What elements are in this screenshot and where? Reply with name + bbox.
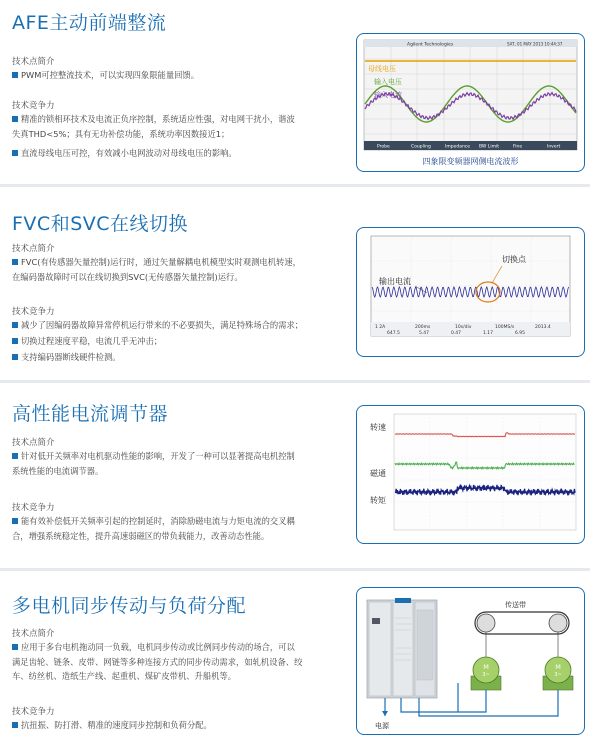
bullet-icon (12, 259, 18, 265)
bullet-icon (12, 322, 18, 328)
scope-status-text: 100MS/s (495, 325, 515, 330)
output-current-label: 输出电流 (379, 277, 411, 286)
drive-system-diagram (357, 588, 584, 734)
section-title: AFE主动前端整流 (12, 12, 167, 34)
scope-readout-text: 0.47 (451, 331, 462, 336)
oscilloscope-screen (357, 228, 584, 356)
bullet-icon (12, 644, 18, 650)
fvc-svc-oscilloscope-figure (356, 227, 585, 357)
section-fvc-svc (0, 187, 590, 382)
switch-point-label: 切换点 (502, 255, 526, 264)
svg-text:M: M (483, 663, 489, 671)
intro-label: 技术点简介 (12, 244, 55, 254)
section-current-regulator (0, 383, 590, 568)
bullet-icon (12, 150, 18, 156)
scope-softkey-label: Probe (377, 144, 390, 150)
compete-bullet: 直流母线电压可控，有效减小电网波动对母线电压的影响。 (12, 146, 237, 161)
scope-readout-text: 1.17 (483, 331, 494, 336)
section-title: 高性能电流调节器 (12, 403, 169, 425)
compete-bullet: 减少了因编码器故障异常停机运行带来的不必要损失，满足特殊场合的需求； (12, 318, 303, 333)
torque-label: 转矩 (370, 496, 386, 505)
scope-status-text: 1 2A (375, 325, 386, 330)
compete-bullet: 支持编码器断线硬件检测。 (12, 350, 121, 365)
bullet-icon (12, 722, 18, 728)
scope-readout-text: 6.95 (515, 331, 526, 336)
scope-softkey-label: Fine (513, 144, 523, 150)
afe-oscilloscope-figure (356, 33, 585, 172)
bullet-icon (12, 354, 18, 360)
compete-bullet: 能有效补偿低开关频率引起的控制延时，消除励磁电流与力矩电流的交叉耦 合，增强系统稳定性，提升高速弱磁区的带负载能力，改善动态性能。 (12, 516, 295, 541)
intro-bullet: 应用于多台电机拖动同一负载，电机同步传动或比例同步传动的场合，可以 满足齿轮、链条、皮带、网链等多种连接方式的同步传动需求，如轧机设备、绞 车、纺丝机、造纸生产线、起重机、煤矿皮带机、升船机等。 (12, 642, 303, 681)
figure-caption: 四象限变频器网侧电流波形 (422, 157, 519, 166)
scope-status-text: 2013.4 (535, 325, 551, 330)
legend-input-voltage: 输入电压 (374, 78, 402, 86)
scope-softkey-label: BW Limit (479, 144, 499, 150)
belt-label: 传送带 (505, 601, 526, 609)
intro-bullet: FVC(有传感器矢量控制)运行时，通过矢量解耦电机模型实时观测电机转速， 在编码器故障时可以在线切换到SVC(无传感器矢量控制)运行。 (12, 257, 301, 282)
scope-brand: Agilent Technologies (407, 42, 454, 48)
section-multi-motor (0, 571, 590, 743)
inverter-cabinet (367, 598, 437, 698)
intro-bullet: 针对低开关频率对电机驱动性能的影响，开发了一种可以显著提高电机控制 系统性能的电流调节器。 (12, 451, 295, 476)
compete-bullet: 抗扭振、防打滑、精准的速度同步控制和负荷分配。 (12, 718, 212, 733)
bullet-icon (12, 338, 18, 344)
multi-motor-figure (356, 587, 585, 735)
bullet-icon (12, 453, 18, 459)
bullet-icon (12, 116, 18, 122)
compete-label: 技术竞争力 (12, 503, 55, 513)
conveyor-belt (475, 612, 569, 658)
intro-label: 技术点简介 (12, 629, 55, 639)
speed-label: 转速 (370, 423, 386, 432)
legend-input-current: 输入电流 (374, 91, 402, 99)
flux-label: 磁通 (370, 469, 386, 478)
scope-timestamp: SAT, 01 MAY 2013 10:44:37 (507, 41, 563, 47)
compete-bullet: 精准的锁相环技术及电流正负序控制，系统适应性强，对电网干扰小，谐波 失真THD<5%；具有无功补偿功能，系统功率因数接近1； (12, 114, 295, 139)
section-title: FVC和SVC在线切换 (12, 213, 189, 235)
intro-bullet: PWM可控整流技术，可以实现四象限能量回馈。 (12, 68, 199, 83)
power-label: 电源 (375, 722, 389, 730)
bullet-icon (12, 72, 18, 78)
intro-label: 技术点简介 (12, 57, 55, 67)
scope-softkey-label: Impedance (445, 144, 471, 150)
scope-readout-text: 647.5 (387, 331, 400, 336)
waveform-panel (357, 406, 584, 543)
scope-status-text: 10s/div (455, 325, 472, 330)
section-title: 多电机同步传动与负荷分配 (12, 595, 247, 617)
oscilloscope-screen (357, 34, 584, 171)
current-regulator-figure (356, 405, 585, 544)
legend-bus-voltage: 母线电压 (368, 65, 396, 73)
intro-label: 技术点简介 (12, 438, 55, 448)
scope-readout-text: 5.47 (419, 331, 430, 336)
svg-text:3~: 3~ (482, 672, 490, 678)
compete-label: 技术竞争力 (12, 707, 55, 717)
motor-2 (543, 657, 573, 690)
compete-bullet: 切换过程速度平稳，电流几乎无冲击； (12, 334, 162, 349)
scope-softkey-label: Invert (547, 144, 561, 150)
motor-1 (471, 657, 501, 690)
scope-softkey-label: Coupling (411, 144, 431, 150)
svg-text:M: M (555, 663, 561, 671)
compete-label: 技术竞争力 (12, 307, 55, 317)
bullet-icon (12, 518, 18, 524)
svg-text:3~: 3~ (554, 672, 562, 678)
scope-status-text: 200ms (415, 325, 431, 330)
section-afe (0, 0, 590, 185)
compete-label: 技术竞争力 (12, 101, 55, 111)
